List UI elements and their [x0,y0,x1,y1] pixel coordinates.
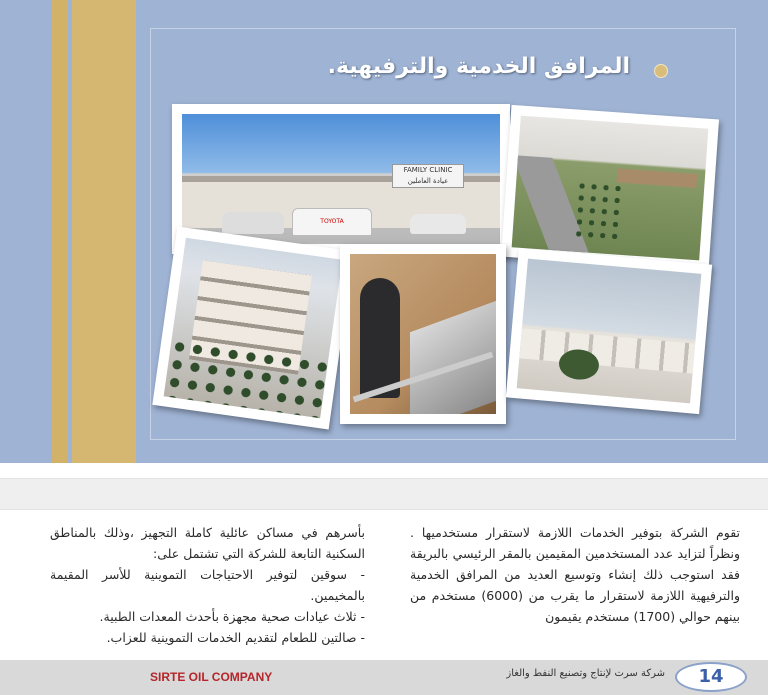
buildings [616,168,697,188]
trees [164,337,329,418]
page-number: 14 [675,662,747,692]
paragraph-intro: بأسرهم في مساكن عائلية كاملة التجهيز ،وذلك بالمناطق السكنية التابعة للشركة التي تشتمل على: [50,525,365,561]
page-title: المرافق الخدمية والترفيهية. [327,54,630,79]
photo-rooftops [506,248,712,414]
company-name-en: SIRTE OIL COMPANY [150,670,273,684]
text-column-right [410,522,740,627]
photo-clinic [172,104,510,254]
company-name-ar: شركة سرت لإنتاج وتصنيع النفط والغاز [506,668,665,679]
gold-band [72,0,136,463]
pickup-truck: TOYOTA [292,208,372,236]
paragraph: تقوم الشركة بتوفير الخدمات اللازمة لاستقرار مستخدميها . ونظراً لتزايد عدد المستخدمين المقيمين بالمقر الرئيسي بالبريقة فقد استوجب ذلك إنشاء وتوسيع العديد من المرافق الخدمية والترفيهية اللازمة لاستقرار ما يقرب من (6000) مستخدم من بينهم حوالي (1700) مستخدم يقيمون [410,525,740,624]
clinic-sign: FAMILY CLINIC عيادة العاملين [392,164,464,188]
photo-apartments [152,226,353,429]
person-dark-jacket [360,278,400,398]
list-item: - صالتين للطعام لتقديم الخدمات التموينية للعزاب. [106,630,365,645]
car-silver [410,214,466,234]
car-white [222,212,284,234]
divider-strip [0,478,768,510]
title-bullet-icon [654,64,668,78]
photo-canteen [340,244,506,424]
text-column-left [50,522,365,648]
houses [519,328,695,373]
palm-trees [572,180,626,243]
gold-stripe [52,0,68,463]
list-item: - سوقين لتوفير الاحتياجات التموينية للأسر المقيمة بالمخيمين. [50,567,365,603]
list-item: - ثلاث عيادات صحية مجهزة بأحدث المعدات الطبية. [99,609,365,624]
photo-road [501,105,719,271]
